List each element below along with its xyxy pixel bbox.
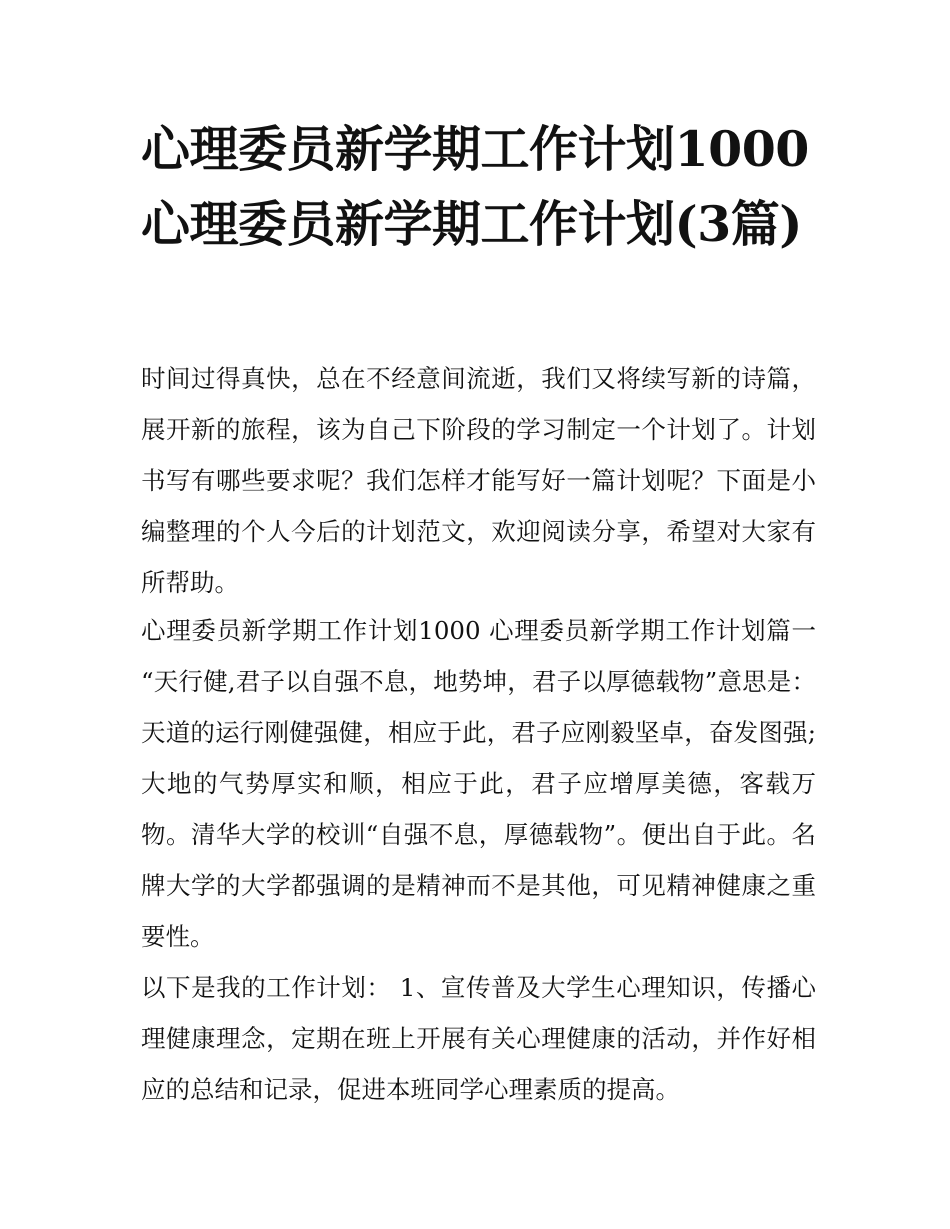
body-paragraph-motto: 心理委员新学期工作计划1000 心理委员新学期工作计划篇一 “天行健,君子以自强不息，地势坤，君子以厚德载物”意思是：天道的运行刚健强健，相应于此，君子应刚毅坚卓，奋发图强;大地的气势厚实和顺，相应于此，君子应增厚美德，客载万物。清华大学的校训“自强不息，厚德载物”。便出自于此。名牌大学的大学都强调的是精神而不是其他，可见精神健康之重要性。 bbox=[141, 616, 816, 951]
body-paragraph-plan: 以下是我的工作计划： 1、宣传普及大学生心理知识，传播心理健康理念，定期在班上开展有关心理健康的活动，并作好相应的总结和记录，促进本班同学心理素质的提高。 bbox=[141, 973, 816, 1104]
document-title: 心理委员新学期工作计划1000 心理委员新学期工作计划(3篇) bbox=[141, 120, 809, 253]
intro-paragraph: 时间过得真快，总在不经意间流逝，我们又将续写新的诗篇，展开新的旅程，该为自己下阶段的学习制定一个计划了。计划书写有哪些要求呢？我们怎样才能写好一篇计划呢？下面是小编整理的个人今后的计划范文，欢迎阅读分享，希望对大家有所帮助。 bbox=[141, 364, 816, 597]
